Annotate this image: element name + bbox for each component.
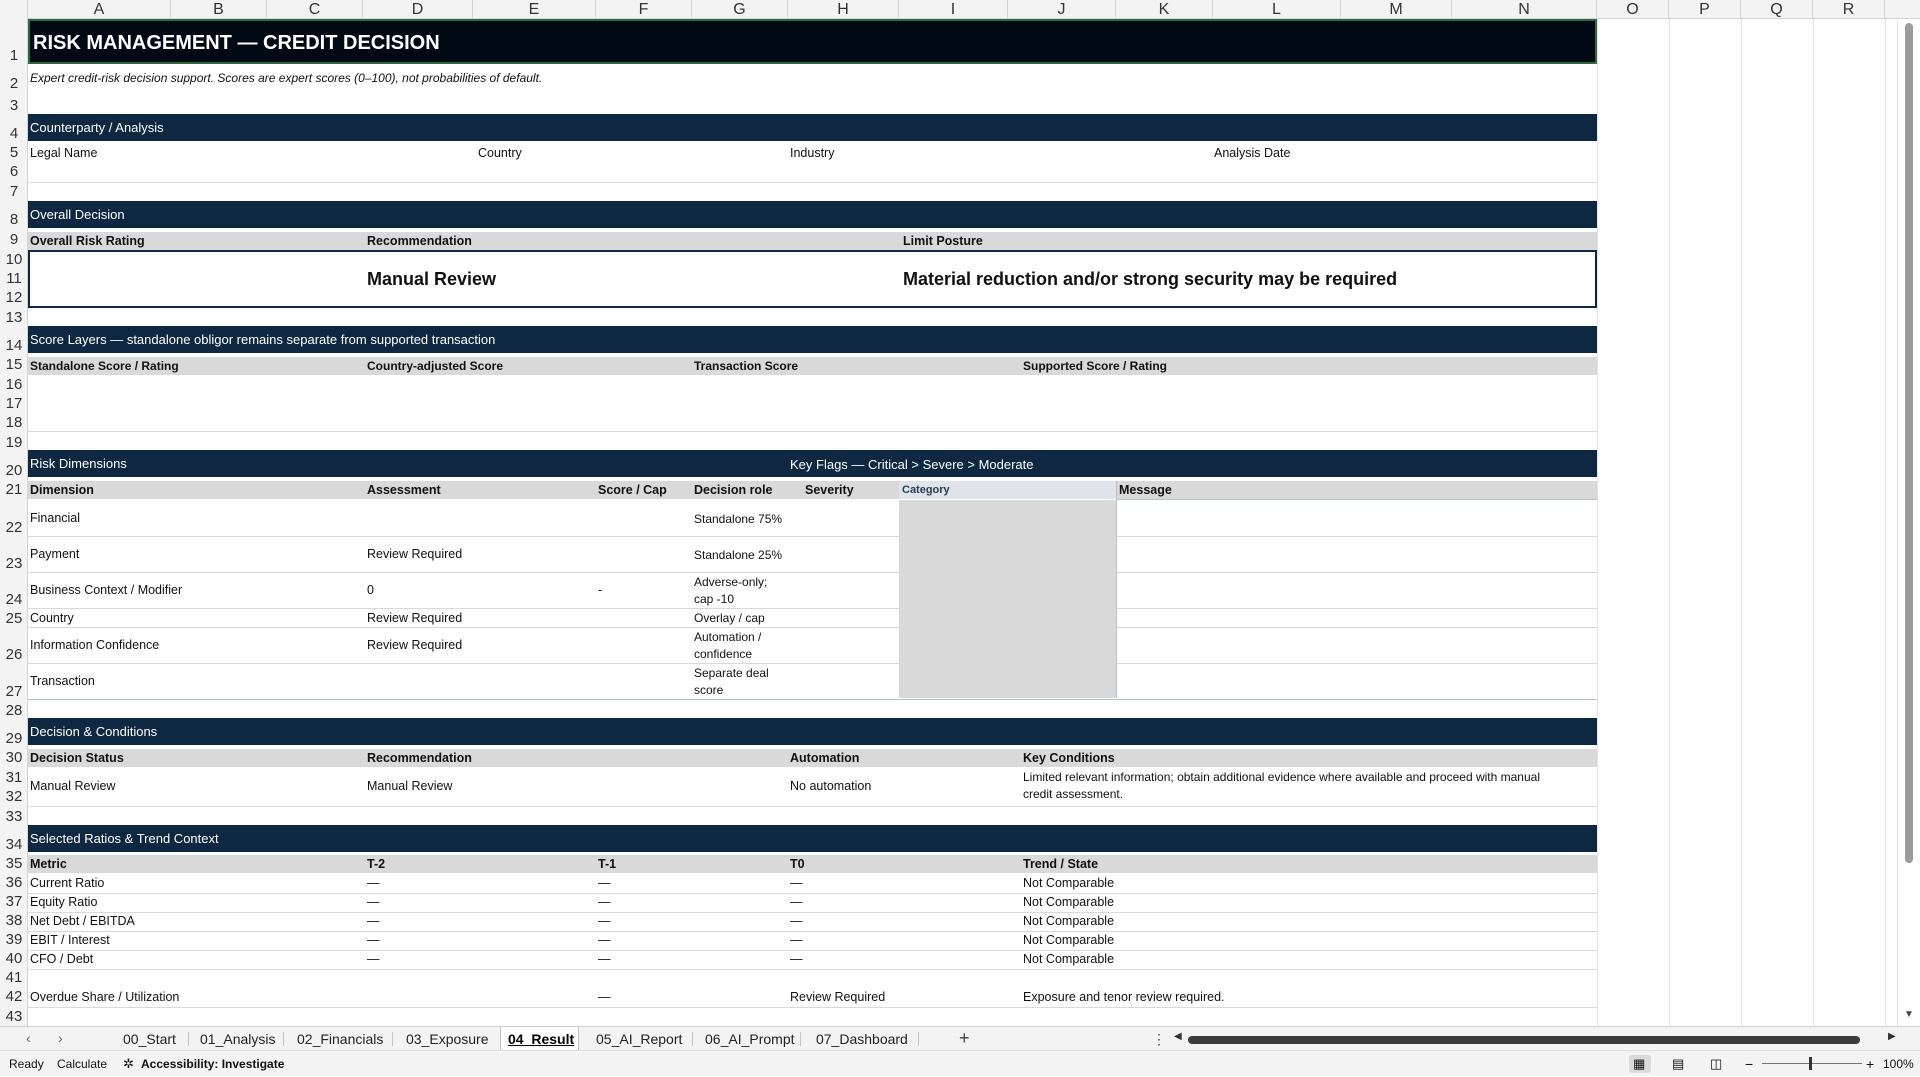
role-business-context: Adverse-only; (694, 575, 768, 589)
row-header[interactable]: 30 (5, 749, 23, 766)
dimension-payment: Payment (30, 547, 80, 561)
row-header[interactable]: 15 (5, 356, 23, 373)
recommendation-label: Recommendation (367, 234, 472, 248)
section-score-layers: Score Layers — standalone obligor remains separate from supported transaction (28, 326, 1597, 353)
tab-02-financials[interactable]: 02_Financials (297, 1031, 384, 1047)
ratio-t0: — (790, 876, 803, 890)
row-header[interactable]: 3 (9, 97, 19, 114)
supported-score-label: Supported Score / Rating (1023, 359, 1168, 373)
scroll-down-icon[interactable]: ▼ (1904, 1009, 1914, 1020)
dimension-transaction: Transaction (30, 674, 95, 688)
row-header[interactable]: 13 (5, 309, 23, 326)
tab-05-ai-report[interactable]: 05_AI_Report (596, 1031, 683, 1047)
vertical-scrollbar[interactable] (1897, 19, 1920, 1026)
ratio-trend: Not Comparable (1023, 876, 1115, 890)
accessibility-status[interactable]: Accessibility: Investigate (141, 1057, 285, 1071)
column-header[interactable]: L (1213, 0, 1341, 19)
role-information-confidence-2: confidence (694, 647, 753, 661)
t1-header: T-1 (598, 857, 617, 871)
metric-header: Metric (30, 857, 67, 871)
normal-view-icon[interactable]: ▦ (1633, 1056, 1646, 1071)
section-risk-dimensions: Risk Dimensions (28, 450, 1597, 477)
sheet-tab-bar (0, 1026, 1920, 1050)
assessment-business-context: 0 (367, 583, 374, 597)
ratio-t2: — (367, 895, 380, 909)
column-header[interactable]: O (1597, 0, 1669, 19)
ratio-metric: Equity Ratio (30, 895, 98, 909)
ratio-metric: Net Debt / EBITDA (30, 914, 135, 928)
ratio-t0: — (790, 952, 803, 966)
analysis-date-label: Analysis Date (1214, 146, 1291, 160)
industry-label: Industry (790, 146, 835, 160)
trend-header: Trend / State (1023, 857, 1099, 871)
column-header[interactable]: M (1341, 0, 1452, 19)
column-header[interactable]: Q (1741, 0, 1813, 19)
row-header[interactable]: 22 (5, 519, 23, 536)
score-cap-header: Score / Cap (598, 483, 667, 497)
tab-00-start[interactable]: 00_Start (123, 1031, 176, 1047)
column-header[interactable]: A (28, 0, 171, 19)
transaction-score-label: Transaction Score (694, 359, 799, 373)
column-header[interactable]: C (267, 0, 363, 19)
tab-06-ai-prompt[interactable]: 06_AI_Prompt (705, 1031, 795, 1047)
limit-posture-label: Limit Posture (903, 234, 983, 248)
ratio-metric: CFO / Debt (30, 952, 94, 966)
section-decision-conditions: Decision & Conditions (28, 718, 1597, 745)
assessment-header: Assessment (367, 483, 441, 497)
tab-03-exposure[interactable]: 03_Exposure (406, 1031, 489, 1047)
ratio-t0: — (790, 895, 803, 909)
message-header: Message (1119, 483, 1172, 497)
row-header[interactable]: 41 (5, 969, 23, 986)
role-transaction-2: score (694, 683, 724, 697)
column-header[interactable]: P (1669, 0, 1741, 19)
ratio-t1: — (598, 895, 611, 909)
automation-value: No automation (790, 779, 872, 793)
ratio-metric: EBIT / Interest (30, 933, 110, 947)
row-header[interactable]: 32 (5, 788, 23, 805)
score-layers-subheader (28, 357, 1597, 375)
horizontal-scroll-thumb[interactable] (1188, 1036, 1860, 1044)
row-header[interactable]: 23 (5, 555, 23, 572)
row-header[interactable]: 11 (6, 270, 22, 287)
row-header[interactable]: 27 (5, 683, 23, 700)
ratio-t1: — (598, 952, 611, 966)
row-header[interactable]: 39 (5, 931, 23, 948)
row-header[interactable]: 12 (5, 289, 23, 306)
column-header[interactable]: N (1452, 0, 1597, 19)
dimension-information-confidence: Information Confidence (30, 638, 160, 652)
row-header-bar (0, 19, 28, 1026)
row-header[interactable]: 37 (5, 893, 23, 910)
tab-01-analysis[interactable]: 01_Analysis (200, 1031, 276, 1047)
role-financial: Standalone 75% (694, 512, 783, 526)
overdue-t1: — (598, 990, 611, 1004)
standalone-score-label: Standalone Score / Rating (30, 359, 179, 373)
ratio-t0: — (790, 933, 803, 947)
t2-header: T-2 (367, 857, 386, 871)
section-overall-decision: Overall Decision (28, 201, 1597, 228)
ratios-subheader (28, 855, 1597, 873)
column-header[interactable]: R (1813, 0, 1885, 19)
section-ratios: Selected Ratios & Trend Context (28, 825, 1597, 852)
role-information-confidence: Automation / (694, 630, 762, 644)
dimension-business-context: Business Context / Modifier (30, 583, 183, 597)
row-header[interactable]: 7 (9, 183, 19, 200)
column-header[interactable]: G (692, 0, 788, 19)
row-header[interactable]: 20 (5, 462, 23, 479)
role-country: Overlay / cap (694, 611, 765, 625)
tab-scroll-right-icon[interactable]: › (58, 1030, 63, 1046)
ratio-trend: Not Comparable (1023, 952, 1115, 966)
column-header[interactable]: B (171, 0, 267, 19)
overdue-trend: Exposure and tenor review required. (1023, 990, 1225, 1004)
ratio-t1: — (598, 876, 611, 890)
scroll-left-icon[interactable]: ◀ (1174, 1031, 1182, 1042)
row-header[interactable]: 18 (5, 414, 23, 431)
column-header[interactable]: D (363, 0, 473, 19)
page-break-icon[interactable]: ◫ (1710, 1056, 1723, 1071)
column-header[interactable]: I (899, 0, 1008, 19)
key-conditions-value-2: credit assessment. (1023, 787, 1124, 801)
row-header[interactable]: 9 (9, 231, 19, 248)
row-header[interactable]: 19 (5, 434, 23, 451)
recommendation-value: Manual Review (367, 269, 497, 289)
column-header-bar (0, 0, 1920, 19)
row-header[interactable]: 35 (5, 855, 23, 872)
row-header[interactable]: 40 (5, 950, 23, 967)
row-header[interactable]: 25 (5, 610, 23, 627)
row-header[interactable]: 5 (9, 144, 19, 161)
decision-recommendation-value: Manual Review (367, 779, 453, 793)
section-counterparty: Counterparty / Analysis (28, 114, 1597, 141)
ratio-t2: — (367, 914, 380, 928)
row-header[interactable]: 10 (5, 251, 23, 268)
decision-status-value: Manual Review (30, 779, 116, 793)
ratio-trend: Not Comparable (1023, 895, 1115, 909)
overall-rating-label: Overall Risk Rating (30, 234, 145, 248)
row-header[interactable]: 34 (5, 836, 23, 853)
ratio-t2: — (367, 952, 380, 966)
row-header[interactable]: 36 (5, 874, 23, 891)
select-all-corner[interactable] (0, 0, 28, 19)
column-header[interactable]: H (788, 0, 899, 19)
assessment-country: Review Required (367, 611, 463, 625)
status-ready: Ready (9, 1057, 44, 1071)
overdue-t0: Review Required (790, 990, 886, 1004)
row-header[interactable]: 24 (5, 591, 23, 608)
status-bar (0, 1050, 1920, 1076)
row-header[interactable]: 6 (9, 163, 19, 180)
scroll-right-icon[interactable]: ▶ (1888, 1031, 1896, 1042)
horizontal-scrollbar[interactable] (1174, 1031, 1898, 1045)
row-header[interactable]: 26 (5, 646, 23, 663)
key-conditions-label: Key Conditions (1023, 751, 1115, 765)
flags-category-area[interactable] (899, 500, 1117, 698)
row-header[interactable]: 28 (5, 702, 23, 719)
column-header[interactable]: K (1116, 0, 1213, 19)
row-header[interactable]: 31 (5, 769, 23, 786)
assessment-payment: Review Required (367, 547, 463, 561)
automation-label: Automation (790, 751, 860, 765)
role-payment: Standalone 25% (694, 548, 783, 562)
row-header[interactable]: 29 (5, 730, 23, 747)
score-business-context: - (598, 583, 603, 597)
accessibility-icon[interactable]: ✲ (123, 1056, 134, 1071)
row-header[interactable]: 2 (9, 75, 19, 92)
sheet-grid[interactable] (28, 19, 1897, 1026)
tab-04-result[interactable]: 04_Result (508, 1031, 575, 1047)
zoom-level[interactable]: 100% (1883, 1057, 1914, 1071)
sheet-subtitle: Expert credit-risk decision support. Scores are expert scores (0–100), not probabilities of default. (30, 71, 543, 85)
row-header[interactable]: 16 (5, 376, 23, 393)
overdue-metric: Overdue Share / Utilization (30, 990, 180, 1004)
ratio-t0: — (790, 914, 803, 928)
zoom-out-icon[interactable]: − (1745, 1056, 1754, 1072)
row-header[interactable]: 38 (5, 912, 23, 929)
row-header[interactable]: 43 (5, 1008, 23, 1025)
zoom-slider-handle[interactable] (1809, 1057, 1812, 1070)
ratio-t1: — (598, 933, 611, 947)
vertical-scroll-thumb[interactable] (1905, 23, 1913, 863)
column-header[interactable]: E (473, 0, 596, 19)
more-options-icon[interactable]: ⋮ (1152, 1031, 1166, 1047)
ratio-metric: Current Ratio (30, 876, 105, 890)
decision-recommendation-label: Recommendation (367, 751, 472, 765)
add-sheet-icon[interactable]: + (959, 1028, 970, 1048)
dimension-header: Dimension (30, 483, 94, 497)
column-header[interactable]: F (596, 0, 692, 19)
calculate-button[interactable]: Calculate (57, 1057, 108, 1071)
limit-posture-value: Material reduction and/or strong security may be required (903, 269, 1398, 289)
row-header[interactable]: 42 (5, 988, 23, 1005)
role-transaction: Separate deal (694, 666, 769, 680)
country-adjusted-score-label: Country-adjusted Score (367, 359, 504, 373)
role-business-context-2: cap -10 (694, 592, 735, 606)
overall-subheader (28, 232, 1597, 250)
row-header[interactable]: 4 (9, 125, 19, 142)
ratio-trend: Not Comparable (1023, 933, 1115, 947)
section-key-flags: Key Flags — Critical > Severe > Moderate (790, 457, 1034, 472)
ratio-t2: — (367, 876, 380, 890)
legal-name-label: Legal Name (30, 146, 98, 160)
decision-role-header: Decision role (694, 483, 773, 497)
t0-header: T0 (790, 857, 805, 871)
dimension-financial: Financial (30, 511, 81, 525)
decision-status-label: Decision Status (30, 751, 124, 765)
row-header[interactable]: 17 (5, 395, 23, 412)
dimension-country: Country (30, 611, 74, 625)
zoom-slider[interactable] (1762, 1063, 1862, 1064)
sheet-title[interactable]: RISK MANAGEMENT — CREDIT DECISION (28, 19, 1597, 64)
ratio-t2: — (367, 933, 380, 947)
tab-scroll-left-icon[interactable]: ‹ (26, 1030, 31, 1046)
ratio-trend: Not Comparable (1023, 914, 1115, 928)
key-conditions-value: Limited relevant information; obtain additional evidence where available and proceed with manual (1023, 770, 1540, 784)
row-header[interactable]: 33 (5, 808, 23, 825)
column-header[interactable]: J (1008, 0, 1116, 19)
assessment-information-confidence: Review Required (367, 638, 463, 652)
row-header[interactable]: 1 (9, 47, 19, 64)
row-header[interactable]: 8 (9, 211, 19, 228)
row-header[interactable]: 21 (5, 481, 23, 498)
tab-07-dashboard[interactable]: 07_Dashboard (816, 1031, 908, 1047)
ratio-t1: — (598, 914, 611, 928)
zoom-in-icon[interactable]: + (1866, 1056, 1875, 1072)
row-header[interactable]: 14 (5, 337, 23, 354)
category-header: Category (902, 484, 950, 496)
severity-header: Severity (805, 483, 854, 497)
country-label: Country (478, 146, 522, 160)
page-layout-icon[interactable]: ▤ (1672, 1056, 1685, 1071)
